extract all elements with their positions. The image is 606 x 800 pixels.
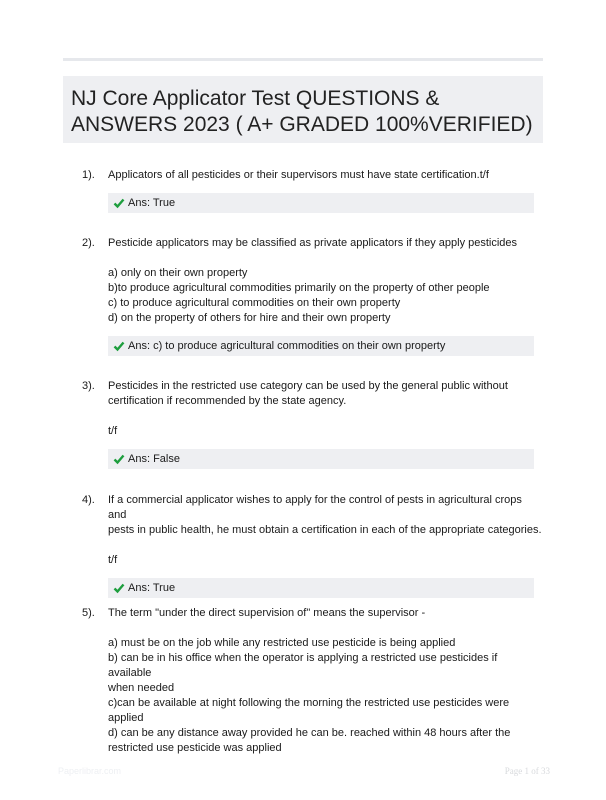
- question-text-line-2: pests in public health, he must obtain a certification in each of the appropriate categories.: [108, 524, 542, 536]
- question-text-line-2: certification if recommended by the state agency.: [108, 395, 347, 407]
- footer-watermark: Paperlibrar.com: [58, 766, 122, 776]
- title-banner: [63, 76, 543, 143]
- check-icon: [113, 197, 125, 209]
- answer-text: Ans: True: [128, 582, 176, 594]
- true-false-hint: t/f: [108, 554, 118, 566]
- answer-box: [108, 449, 534, 469]
- question-number: 2).: [82, 237, 95, 249]
- answer-box: [108, 193, 534, 213]
- true-false-hint: t/f: [108, 425, 118, 437]
- answer-box: [108, 336, 534, 356]
- answer-box: [108, 578, 534, 598]
- question-number: 5).: [82, 607, 95, 619]
- check-icon: [113, 453, 125, 465]
- check-icon: [113, 582, 125, 594]
- question-number: 4).: [82, 494, 95, 506]
- question-number: 3).: [82, 380, 95, 392]
- question-5: [82, 606, 542, 756]
- option-d: d) on the property of others for hire and their own property: [108, 312, 391, 324]
- answer-text: Ans: True: [128, 197, 176, 209]
- option-b: b)to produce agricultural commodities primarily on the property of other people: [108, 282, 490, 294]
- option-a: a) must be on the job while any restricted use pesticide is being applied: [108, 637, 456, 649]
- page-number: Page 1 of 33: [504, 766, 550, 776]
- top-divider: [63, 58, 543, 61]
- question-number: 1).: [82, 169, 95, 181]
- question-4: [82, 493, 542, 598]
- option-b-line-2: when needed: [108, 682, 175, 694]
- option-b-line-1: b) can be in his office when the operator is applying a restricted use pesticides if available: [108, 652, 498, 679]
- question-text: The term "under the direct supervision of" means the supervisor -: [108, 607, 426, 619]
- option-c: c) to produce agricultural commodities on their own property: [108, 297, 401, 309]
- option-c-line-2: applied: [108, 712, 144, 724]
- answer-text: Ans: c) to produce agricultural commodities on their own property: [128, 340, 446, 352]
- page-title: NJ Core Applicator Test QUESTIONS & ANSWERS 2023 ( A+ GRADED 100%VERIFIED): [71, 87, 533, 136]
- question-1: [82, 168, 542, 213]
- question-text: Applicators of all pesticides or their supervisors must have state certification.t/f: [108, 169, 489, 181]
- option-d-line-1: d) can be any distance away provided he can be. reached within 48 hours after the: [108, 727, 511, 739]
- option-c-line-1: c)can be available at night following the morning the restricted use pesticides were: [108, 697, 510, 709]
- option-d-line-2: restricted use pesticide was applied: [108, 742, 282, 754]
- question-2: [82, 236, 542, 356]
- question-text: Pesticide applicators may be classified as private applicators if they apply pesticides: [108, 237, 518, 249]
- question-3: [82, 379, 542, 469]
- question-text-line-1: If a commercial applicator wishes to apply for the control of pests in agricultural crops and: [108, 494, 522, 521]
- option-a: a) only on their own property: [108, 267, 248, 279]
- answer-text: Ans: False: [128, 453, 180, 465]
- question-text-line-1: Pesticides in the restricted use category can be used by the general public without: [108, 380, 508, 392]
- check-icon: [113, 340, 125, 352]
